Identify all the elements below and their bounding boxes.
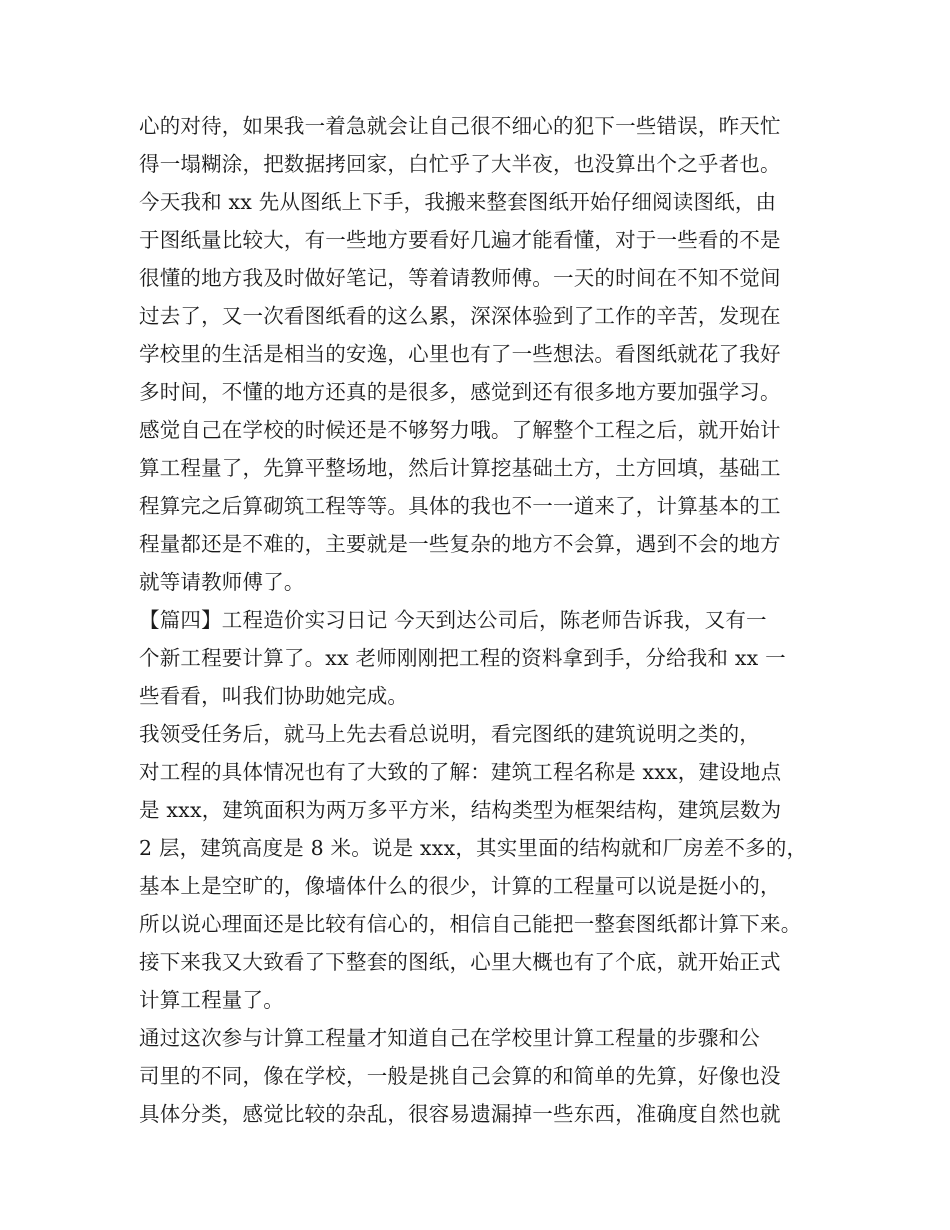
text-line: 多时间，不懂的地方还真的是很多，感觉到还有很多地方要加强学习。	[139, 380, 781, 404]
text-line: 计算工程量了。	[139, 988, 284, 1012]
text-line: 心的对待，如果我一着急就会让自己很不细心的犯下一些错误，昨天忙	[139, 114, 781, 138]
text-line: 个新工程要计算了。xx 老师刚刚把工程的资料拿到手，分给我和 xx 一	[139, 646, 786, 670]
text-line: 基本上是空旷的，像墙体什么的很少，计算的工程量可以说是挺小的，	[139, 874, 781, 898]
text-line: 过去了，又一次看图纸看的这么累，深深体验到了工作的辛苦，发现在	[139, 304, 781, 328]
text-line: 程算完之后算砌筑工程等等。具体的我也不一一道来了，计算基本的工	[139, 494, 781, 518]
text-line: 接下来我又大致看了下整套的图纸，心里大概也有了个底，就开始正式	[139, 950, 781, 974]
text-line: 于图纸量比较大，有一些地方要看好几遍才能看懂，对于一些看的不是	[139, 228, 781, 252]
text-line: 得一塌糊涂，把数据拷回家，白忙乎了大半夜，也没算出个之乎者也。	[139, 152, 781, 176]
text-line: 具体分类，感觉比较的杂乱，很容易遗漏掉一些东西，准确度自然也就	[139, 1102, 781, 1126]
text-line: 算工程量了，先算平整场地，然后计算挖基础土方，土方回填，基础工	[139, 456, 781, 480]
text-line: 司里的不同，像在学校，一般是挑自己会算的和简单的先算，好像也没	[139, 1064, 781, 1088]
text-line: 就等请教师傅了。	[139, 570, 305, 594]
section-heading-line: 【篇四】工程造价实习日记 今天到达公司后，陈老师告诉我，又有一	[139, 608, 767, 632]
text-line: 些看看，叫我们协助她完成。	[139, 684, 409, 708]
text-line: 通过这次参与计算工程量才知道自己在学校里计算工程量的步骤和公	[139, 1026, 760, 1050]
text-line: 感觉自己在学校的时候还是不够努力哦。了解整个工程之后，就开始计	[139, 418, 781, 442]
text-line: 2 层，建筑高度是 8 米。说是 xxx，其实里面的结构就和厂房差不多的，	[139, 836, 808, 860]
text-line: 程量都还是不难的，主要就是一些复杂的地方不会算，遇到不会的地方	[139, 532, 781, 556]
text-line: 学校里的生活是相当的安逸，心里也有了一些想法。看图纸就花了我好	[139, 342, 781, 366]
document-body	[139, 107, 824, 1133]
text-line: 今天我和 xx 先从图纸上下手，我搬来整套图纸开始仔细阅读图纸，由	[139, 190, 777, 214]
text-line: 对工程的具体情况也有了大致的了解：建筑工程名称是 xxx，建设地点	[139, 760, 782, 784]
text-line: 很懂的地方我及时做好笔记，等着请教师傅。一天的时间在不知不觉间	[139, 266, 781, 290]
text-line: 所以说心理面还是比较有信心的，相信自己能把一整套图纸都计算下来。	[139, 912, 802, 936]
text-line: 我领受任务后，就马上先去看总说明，看完图纸的建筑说明之类的，	[139, 722, 760, 746]
text-line: 是 xxx，建筑面积为两万多平方米，结构类型为框架结构，建筑层数为	[139, 798, 782, 822]
